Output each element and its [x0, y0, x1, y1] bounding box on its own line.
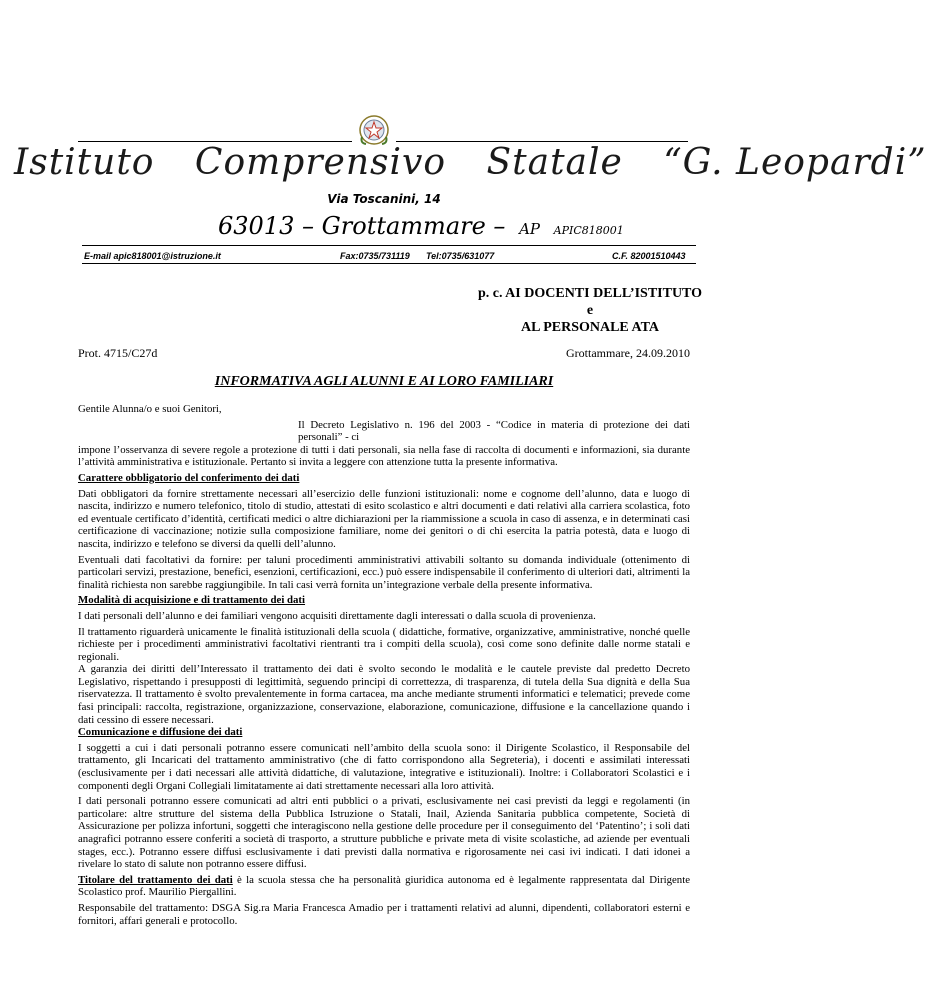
controller-label: Titolare del trattamento dei dati [78, 873, 233, 886]
greeting: Gentile Alunna/o e suoi Genitori, [78, 403, 222, 415]
recipient-line: AL PERSONALE ATA [521, 320, 659, 335]
document-title: INFORMATIVA AGLI ALUNNI E AI LORO FAMILIARI [214, 374, 554, 389]
paragraph: Responsabile del trattamento: DSGA Sig.ra Maria Francesca Amadio per i trattamenti relativi ad alunni, dipendenti, collaboratori esterni e fornitori, affari generali e protocollo. [78, 901, 690, 927]
school-address: Via Toscanini, 14 [327, 192, 441, 206]
email-address[interactable]: E-mail apic818001@istruzione.it [84, 251, 221, 261]
place-date: Grottammare, 24.09.2010 [566, 346, 690, 360]
school-name-word: “G. Leopardi” [663, 142, 927, 183]
paragraph: I dati personali potranno essere comunicati ad altri enti pubblici o a privati, esclusivamente nei casi previsti da leggi e regolamenti (in particolare: altre strutture del sistema della Pubblica Istruzione o Statali, Inail, Azienda Sanitaria pubblica competente, Società di Assicurazione per polizza infortuni, soggetti che interagiscono nella gestione delle procedure per il conseguimento del ‘Patentino’; i soli dati anagrafici potranno essere conferiti a società di trasporto, a strutture pubbliche e private meta di visite scolastiche, ad aziende per eventuali stages, ecc.). Potranno essere diffusi esclusivamente i dati previsti dalla normativa e rigorosamente nei casi ivi indicati. I dati idonei a rivelare lo stato di salute non potranno essere diffusi. [78, 795, 690, 871]
intro-rest: impone l’osservanza di severe regole a protezione di tutti i dati personali, sia nella fase di raccolta di documenti e informazioni, sia durante l’attività amministrativa e istituzionale. Pertanto si invita a leggere con attenzione tutta la presente informativa. [78, 443, 690, 469]
recipients [420, 285, 760, 336]
document-body [78, 403, 690, 930]
header-separator-top [82, 245, 696, 246]
school-name-word: Statale [486, 142, 623, 183]
school-code: APIC818001 [553, 224, 624, 237]
province: AP [519, 220, 541, 238]
controller-text: è la scuola stessa che ha personalità giuridica autonoma ed è legalmente rappresentata dal Dirigente Scolastico prof. Maurilio Piergallini. [78, 873, 690, 899]
paragraph: Il trattamento riguarderà unicamente le finalità istituzionali della scuola ( didattiche, formative, organizzative, amministrative, nonché quelle richieste per i procedimenti amministrativi facoltativi rientranti tra i compiti della scuola), così come sono definite dalle norme statali e regionali. [78, 625, 690, 663]
tax-code: C.F. 82001510443 [612, 251, 686, 261]
city-line [218, 212, 624, 240]
intro-paragraph [78, 419, 690, 469]
section-heading: Comunicazione e diffusione dei dati [78, 726, 243, 739]
section-heading: Modalità di acquisizione e di trattamento dei dati [78, 594, 306, 607]
header-separator-bottom [82, 263, 696, 264]
recipient-line: p. c. AI DOCENTI DELL’ISTITUTO [477, 286, 703, 301]
fax-number: Fax:0735/731119 [340, 251, 410, 261]
paragraph: I dati personali dell’alunno e dei familiari vengono acquisiti direttamente dagli interessati o dalla scuola di provenienza. [78, 609, 596, 622]
protocol-number: Prot. 4715/C27d [78, 346, 158, 360]
tel-number: Tel:0735/631077 [426, 251, 495, 261]
section-heading: Carattere obbligatorio del conferimento dei dati [78, 471, 300, 484]
intro-first-line: Il Decreto Legislativo n. 196 del 2003 - “Codice in materia di protezione dei dati personali” - ci [298, 418, 690, 444]
paragraph: Eventuali dati facoltativi da fornire: per taluni procedimenti amministrativi attivabili soltanto su domanda individuale (ottenimento di particolari servizi, prestazione, benefici, esenzioni, certificazioni, ecc.) può essere indispensabile il conferimento di ulteriori dati, altrimenti la finalità richiesta non sarebbe raggiungibile. In tali casi verrà fornita un’integrazione verbale della presente informativa. [78, 553, 690, 591]
school-name-word: Istituto [14, 142, 155, 183]
school-name [0, 142, 927, 183]
paragraph: I soggetti a cui i dati personali potranno essere comunicati nell’ambito della scuola sono: il Dirigente Scolastico, il Responsabile del trattamento, gli Incaricati del trattamento amministrativo (che di fatto corrispondono alla Segreteria), i docenti e assimilati interessati (esclusivamente per i dati necessari alle attività didattiche, di valutazione, integrative e istituzionali). Inoltre: i Collaboratori Scolastici e i componenti degli Organi Collegiali limitatamente ai dati strettamente necessari alla loro attività. [78, 741, 690, 792]
city-name: 63013 – Grottammare – [218, 212, 506, 240]
paragraph [78, 874, 690, 899]
school-name-word: Comprensivo [194, 142, 447, 183]
paragraph: A garanzia dei diritti dell’Interessato il trattamento dei dati è svolto secondo le modalità e le cautele previste dal predetto Decreto Legislativo, rispettando i presupposti di legittimità, seguendo principi di correttezza, di trasparenza, di tutela della Sua dignità e della Sua riservatezza. Il trattamento è svolto prevalentemente in forma cartacea, ma anche mediante strumenti informatici e telematici; prevede come fasi principali: raccolta, registrazione, organizzazione, conservazione, elaborazione, comunicazione, diffusione e la cancellazione quando i dati cessino di essere necessari. [78, 663, 690, 726]
paragraph: Dati obbligatori da fornire strettamente necessari all’esercizio delle funzioni istituzionali: nome e cognome dell’alunno, data e luogo di nascita, indirizzo e numero telefonico, titolo di studio, attestati di esito scolastico e altri documenti e dati relativi alla carriera scolastica, foto ed eventuale certificato d’identità, certificati medici o altre dichiarazioni per la riammissione a scuola in caso di assenza, e in determinati casi certificazione di vaccinazione; notizie sulla composizione familiare, nome dei genitori o di chi esercita la patria potestà, data e luogo di nascita, indirizzo e telefono se diversi da quelli dell’alunno. [78, 487, 690, 550]
recipient-line: e [586, 303, 594, 318]
